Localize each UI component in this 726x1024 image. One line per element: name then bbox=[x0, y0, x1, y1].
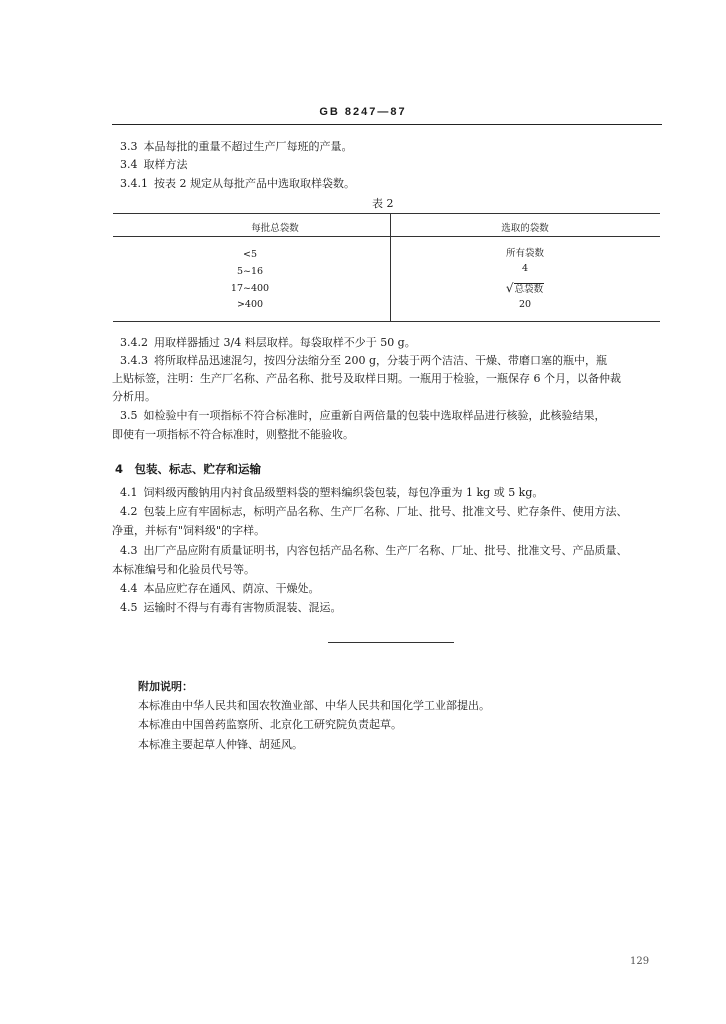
radicand-text: 总袋数 bbox=[514, 284, 544, 295]
header-rule bbox=[112, 124, 662, 125]
notes-line: 本标准由中华人民共和国农牧渔业部、中华人民共和国化学工业部提出。 bbox=[138, 699, 490, 712]
table-header-selected-bags: 选取的袋数 bbox=[501, 223, 549, 234]
table-top-rule bbox=[113, 213, 660, 214]
clause-3-4-2 bbox=[120, 335, 416, 351]
clause-4-5 bbox=[120, 600, 342, 616]
table-cell-selected: 20 bbox=[518, 299, 532, 310]
table-bottom-rule bbox=[113, 321, 660, 322]
table-header-total-bags: 每批总袋数 bbox=[251, 223, 299, 234]
clause-number: 4.5 bbox=[120, 601, 138, 614]
section-4-title: 4 包装、标志、贮存和运输 bbox=[115, 462, 262, 476]
clause-number: 4.1 bbox=[120, 486, 138, 499]
clause-text: 取样方法 bbox=[143, 158, 188, 171]
clause-text: 包装上应有牢固标志，标明产品名称、生产厂名称、厂址、批号、批准文号、贮存条件、使用方法、 bbox=[143, 505, 628, 518]
clause-number: 4.2 bbox=[120, 505, 138, 518]
clause-number: 3.4 bbox=[120, 158, 138, 171]
end-of-text-rule bbox=[328, 642, 454, 643]
clause-text: 运输时不得与有毒有害物质混装、混运。 bbox=[143, 601, 342, 614]
clause-number: 4.4 bbox=[120, 582, 138, 595]
clause-text: 按表 2 规定从每批产品中选取取样袋数。 bbox=[154, 177, 355, 190]
clause-4-2 bbox=[120, 504, 628, 520]
clause-3-4-1 bbox=[120, 176, 355, 192]
clause-4-1 bbox=[120, 485, 543, 501]
table-caption: 表 2 bbox=[372, 197, 394, 210]
clause-3-5 bbox=[120, 408, 606, 424]
clause-4-4 bbox=[120, 581, 320, 597]
square-root-icon: √ bbox=[505, 281, 514, 295]
clause-text: 如检验中有一项指标不符合标准时，应重新自两倍量的包装中选取样品进行核验，此核验结果， bbox=[143, 409, 606, 422]
table-cell-selected: 所有袋数 bbox=[505, 248, 544, 259]
clause-number: 3.4.1 bbox=[120, 177, 148, 190]
notes-title: 附加说明： bbox=[138, 680, 193, 693]
clause-4-3 bbox=[120, 543, 628, 559]
clause-3-4-3-line-2: 上贴标签，注明：生产厂名称、产品名称、批号及取样日期。一瓶用于检验，一瓶保存 6 个月，以备仲裁 bbox=[112, 372, 621, 385]
table-cell-total: <5 bbox=[242, 249, 257, 260]
document-code-header: GB 8247—87 bbox=[319, 106, 407, 118]
clause-4-3-line-2: 本标准编号和化验员代号等。 bbox=[112, 563, 255, 576]
table-cell-selected: 4 bbox=[521, 263, 529, 274]
clause-3-3 bbox=[120, 139, 353, 155]
clause-text: 将所取样品迅速混匀，按四分法缩分至 200 g，分装于两个洁洁、干燥、带磨口塞的瓶中，瓶 bbox=[154, 354, 608, 367]
table-cell-selected bbox=[480, 281, 570, 295]
clause-text: 用取样器插过 3/4 料层取样。每袋取样不少于 50 g。 bbox=[154, 336, 416, 349]
clause-text: 饲料级丙酸钠用内衬食品级塑料袋的塑料编织袋包装，每包净重为 1 kg 或 5 kg。 bbox=[143, 486, 544, 499]
table-column-divider bbox=[390, 214, 391, 322]
table-cell-total: 5~16 bbox=[236, 266, 264, 277]
clause-4-2-line-2: 净重，并标有"饲料级"的字样。 bbox=[112, 524, 266, 537]
clause-text: 本品应贮存在通风、荫凉、干燥处。 bbox=[143, 582, 320, 595]
clause-text: 出厂产品应附有质量证明书，内容包括产品名称、生产厂名称、厂址、批号、批准文号、产品质量、 bbox=[143, 544, 628, 557]
page-number: 129 bbox=[630, 956, 650, 967]
clause-number: 3.4.2 bbox=[120, 336, 148, 349]
clause-number: 3.3 bbox=[120, 140, 138, 153]
clause-3-5-line-2: 即使有一项指标不符合标准时，则整批不能验收。 bbox=[112, 428, 354, 441]
notes-line: 本标准由中国兽药监察所、北京化工研究院负责起草。 bbox=[138, 718, 402, 731]
clause-3-4-3 bbox=[120, 353, 607, 369]
square-root-expression bbox=[506, 281, 544, 295]
clause-3-4-3-line-3: 分析用。 bbox=[112, 390, 156, 403]
table-header-rule bbox=[113, 236, 660, 237]
table-cell-total: >400 bbox=[236, 299, 264, 310]
table-cell-total: 17~400 bbox=[230, 283, 270, 294]
clause-number: 3.4.3 bbox=[120, 354, 148, 367]
clause-number: 3.5 bbox=[120, 409, 138, 422]
notes-line: 本标准主要起草人仲锋、胡延风。 bbox=[138, 738, 303, 751]
clause-number: 4.3 bbox=[120, 544, 138, 557]
clause-3-4 bbox=[120, 157, 188, 173]
clause-text: 本品每批的重量不超过生产厂每班的产量。 bbox=[143, 140, 353, 153]
